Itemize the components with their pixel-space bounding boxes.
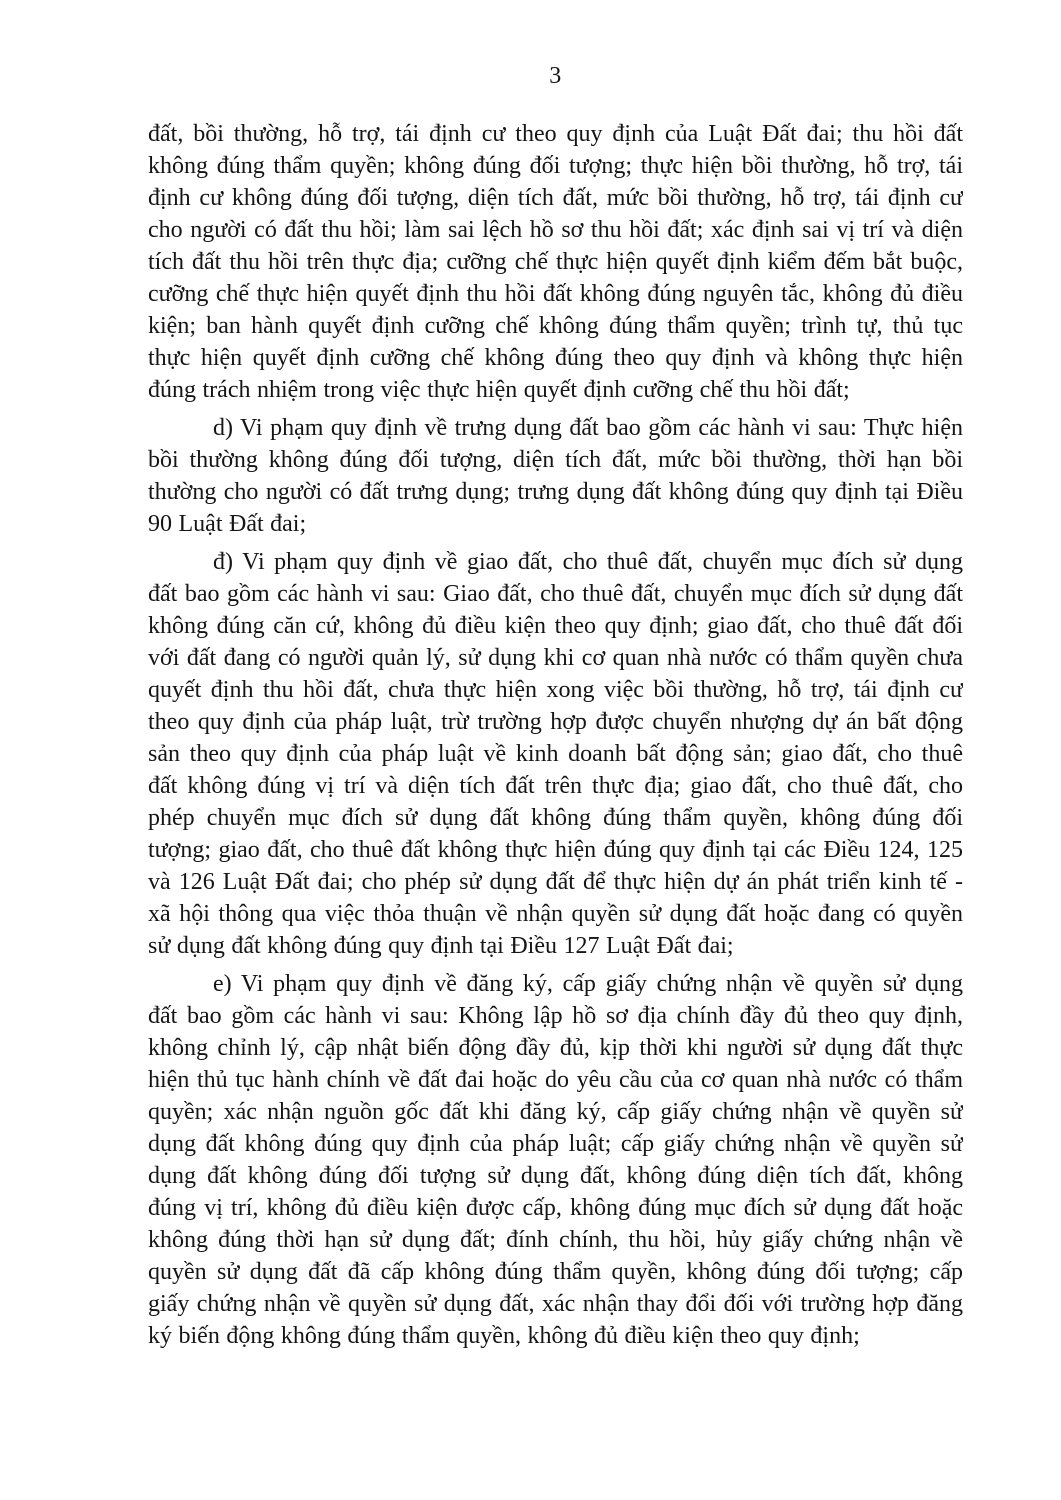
text-line: định cư không đúng đối tượng, diện tích đất, mức bồi thường, hỗ trợ, tái định cư <box>148 185 963 211</box>
text-line: phép chuyển mục đích sử dụng đất không đúng thẩm quyền, không đúng đối <box>148 805 963 831</box>
paragraph <box>148 968 963 1352</box>
text-line: không đúng thẩm quyền; không đúng đối tượng; thực hiện bồi thường, hỗ trợ, tái <box>148 153 963 179</box>
text-line: đúng vị trí, không đủ điều kiện được cấp, không đúng mục đích sử dụng đất hoặc <box>148 1195 963 1221</box>
text-line: e) Vi phạm quy định về đăng ký, cấp giấy chứng nhận về quyền sử dụng <box>213 971 963 997</box>
text-line: hiện thủ tục hành chính về đất đai hoặc do yêu cầu của cơ quan nhà nước có thẩm <box>148 1067 963 1093</box>
text-line: d) Vi phạm quy định về trưng dụng đất bao gồm các hành vi sau: Thực hiện <box>213 415 963 441</box>
text-line: không đúng căn cứ, không đủ điều kiện theo quy định; giao đất, cho thuê đất đối <box>148 613 963 639</box>
text-line: bồi thường không đúng đối tượng, diện tích đất, mức bồi thường, thời hạn bồi <box>148 447 963 473</box>
paragraph <box>148 412 963 540</box>
text-line: xã hội thông qua việc thỏa thuận về nhận quyền sử dụng đất hoặc đang có quyền <box>148 901 963 927</box>
text-line: đất bao gồm các hành vi sau: Giao đất, cho thuê đất, chuyển mục đích sử dụng đất <box>148 581 963 607</box>
text-line: đất, bồi thường, hỗ trợ, tái định cư theo quy định của Luật Đất đai; thu hồi đất <box>148 121 963 147</box>
text-line: đất bao gồm các hành vi sau: Không lập hồ sơ địa chính đầy đủ theo quy định, <box>148 1003 963 1029</box>
text-line: quyền; xác nhận nguồn gốc đất khi đăng ký, cấp giấy chứng nhận về quyền sử <box>148 1099 963 1125</box>
text-line: không chỉnh lý, cập nhật biến động đầy đủ, kịp thời khi người sử dụng đất thực <box>148 1035 963 1061</box>
document-body <box>148 118 963 1352</box>
text-line: dụng đất không đúng đối tượng sử dụng đất, không đúng diện tích đất, không <box>148 1163 963 1189</box>
text-line: ký biến động không đúng thẩm quyền, không đủ điều kiện theo quy định; <box>148 1323 860 1349</box>
text-line: giấy chứng nhận về quyền sử dụng đất, xác nhận thay đổi đối với trường hợp đăng <box>148 1291 963 1317</box>
text-line: thực hiện quyết định cưỡng chế không đúng theo quy định và không thực hiện <box>148 345 963 371</box>
text-line: đúng trách nhiệm trong việc thực hiện quyết định cưỡng chế thu hồi đất; <box>148 377 850 403</box>
text-line: 90 Luật Đất đai; <box>148 511 307 537</box>
text-line: đất không đúng vị trí và diện tích đất trên thực địa; giao đất, cho thuê đất, cho <box>148 773 963 799</box>
text-line: sản theo quy định của pháp luật về kinh doanh bất động sản; giao đất, cho thuê <box>148 741 963 767</box>
paragraph <box>148 546 963 962</box>
text-line: tích đất thu hồi trên thực địa; cưỡng chế thực hiện quyết định kiểm đếm bắt buộc, <box>148 249 963 275</box>
page-number: 3 <box>549 63 562 89</box>
text-line: kiện; ban hành quyết định cưỡng chế không đúng thẩm quyền; trình tự, thủ tục <box>148 313 963 339</box>
text-line: đ) Vi phạm quy định về giao đất, cho thuê đất, chuyển mục đích sử dụng <box>213 549 963 575</box>
text-line: cưỡng chế thực hiện quyết định thu hồi đất không đúng nguyên tắc, không đủ điều <box>148 281 963 307</box>
text-line: thường cho người có đất trưng dụng; trưng dụng đất không đúng quy định tại Điều <box>148 479 963 505</box>
text-line: và 126 Luật Đất đai; cho phép sử dụng đất để thực hiện dự án phát triển kinh tế - <box>148 869 963 895</box>
paragraph <box>148 118 963 406</box>
text-line: dụng đất không đúng quy định của pháp luật; cấp giấy chứng nhận về quyền sử <box>148 1131 963 1157</box>
text-line: với đất đang có người quản lý, sử dụng khi cơ quan nhà nước có thẩm quyền chưa <box>148 645 963 671</box>
text-line: quyền sử dụng đất đã cấp không đúng thẩm quyền, không đúng đối tượng; cấp <box>148 1259 963 1285</box>
text-line: không đúng thời hạn sử dụng đất; đính chính, thu hồi, hủy giấy chứng nhận về <box>148 1227 963 1253</box>
text-line: sử dụng đất không đúng quy định tại Điều 127 Luật Đất đai; <box>148 933 734 959</box>
text-line: quyết định thu hồi đất, chưa thực hiện xong việc bồi thường, hỗ trợ, tái định cư <box>148 677 963 703</box>
text-line: theo quy định của pháp luật, trừ trường hợp được chuyển nhượng dự án bất động <box>148 709 963 735</box>
text-line: tượng; giao đất, cho thuê đất không thực hiện đúng quy định tại các Điều 124, 125 <box>148 837 963 863</box>
text-line: cho người có đất thu hồi; làm sai lệch hồ sơ thu hồi đất; xác định sai vị trí và diện <box>148 217 963 243</box>
